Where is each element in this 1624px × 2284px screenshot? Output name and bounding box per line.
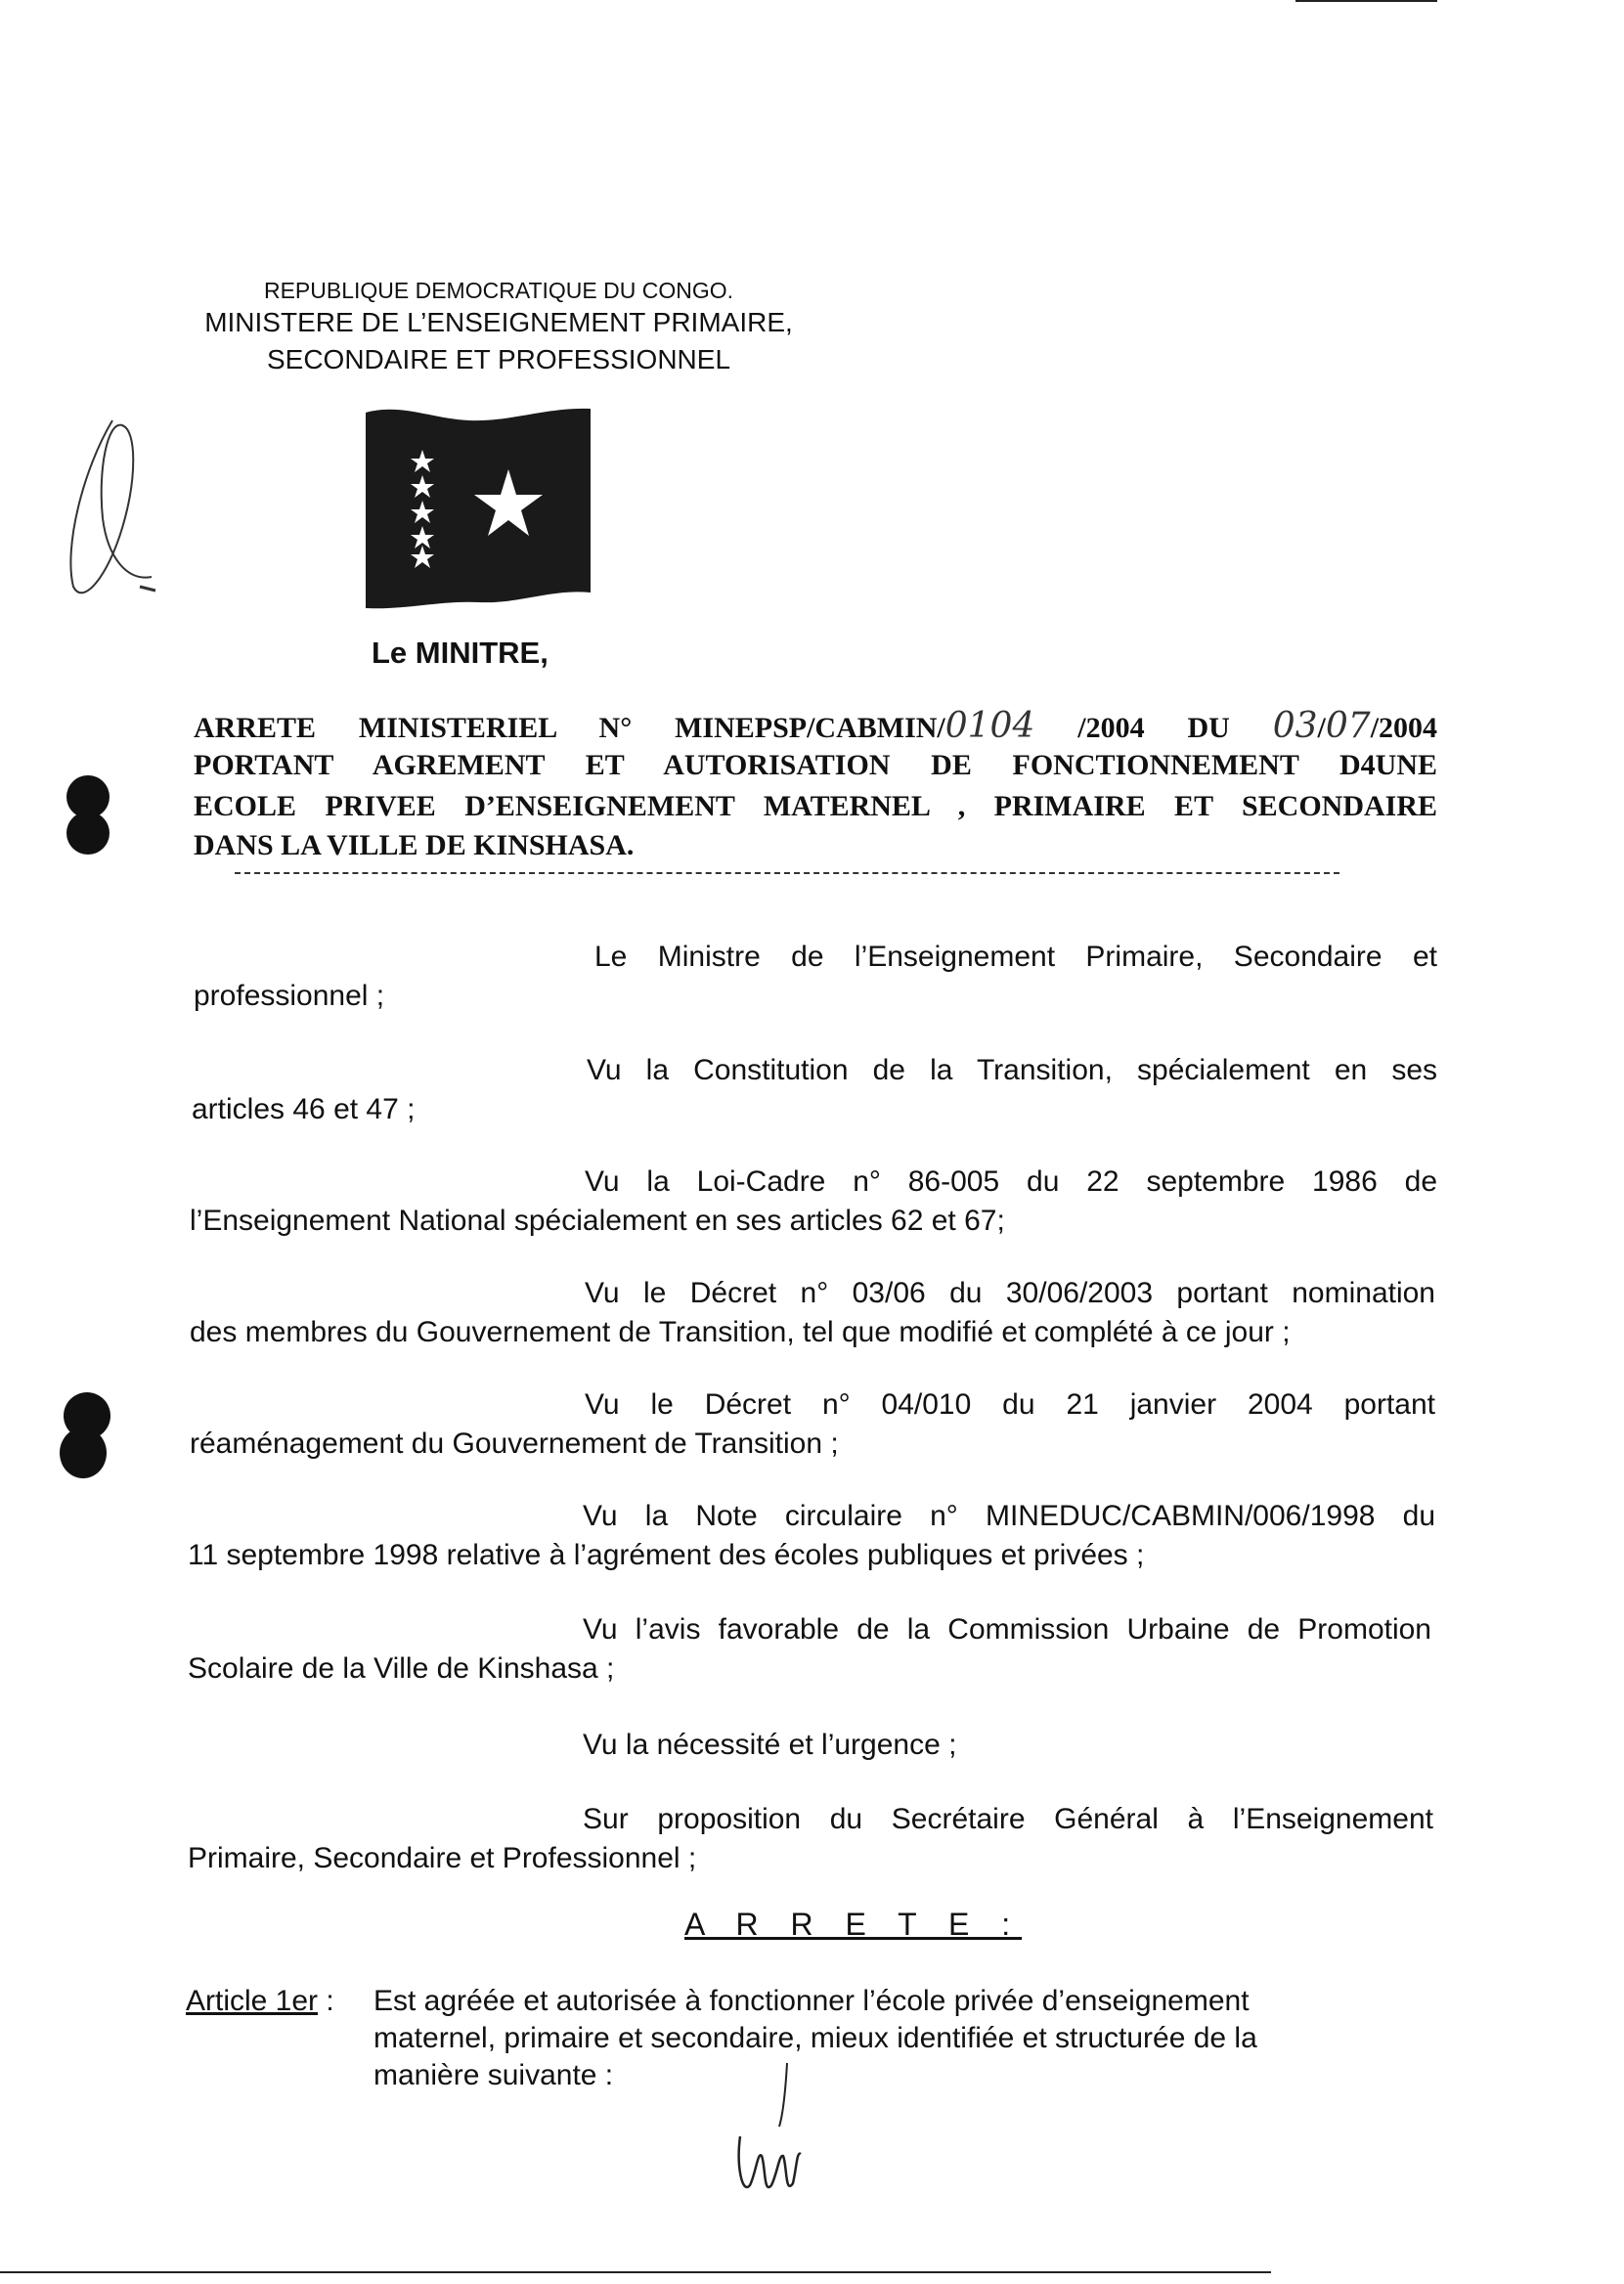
preamble-line2: l’Enseignement National spécialement en ses articles 62 et 67; <box>190 1205 1005 1237</box>
article-line3: manière suivante : <box>373 2059 614 2091</box>
header-ministry-cont: SECONDAIRE ET PROFESSIONNEL <box>266 344 731 374</box>
preamble-line1: Vu le Décret n° 04/010 du 21 janvier 2004 portant <box>585 1388 1435 1421</box>
preamble-line2: Primaire, Secondaire et Professionnel ; <box>188 1842 697 1874</box>
decree-number-handwritten: 0104 <box>944 706 1035 746</box>
preamble-line1: Vu la Constitution de la Transition, spécialement en ses <box>587 1054 1437 1086</box>
title-separator <box>235 872 1339 874</box>
preamble-line1: Vu la Loi-Cadre n° 86-005 du 22 septembre 1986 de <box>585 1165 1437 1198</box>
decision-heading: A R R E T E : <box>684 1907 1023 1942</box>
decree-date-separator: / <box>1317 712 1326 744</box>
preamble-line2: 11 septembre 1998 relative à l’agrément des écoles publiques et privées ; <box>188 1539 1145 1571</box>
binder-hole-mark-icon <box>54 1388 117 1486</box>
preamble-line2: réaménagement du Gouvernement de Transition ; <box>190 1428 839 1460</box>
top-rule <box>1295 0 1437 2</box>
header-republic: REPUBLIQUE DEMOCRATIQUE DU CONGO. <box>263 278 734 303</box>
preamble-line2: articles 46 et 47 ; <box>192 1093 416 1125</box>
preamble-line1: Vu la Note circulaire n° MINEDUC/CABMIN/006/1998 du <box>583 1500 1435 1532</box>
handwritten-mark-icon <box>54 411 161 606</box>
decree-title-line2: PORTANT AGREMENT ET AUTORISATION DE FONCTIONNEMENT D4UNE <box>194 749 1437 781</box>
preamble-line1: Vu la nécessité et l’urgence ; <box>583 1729 957 1761</box>
preamble-line1: Vu le Décret n° 03/06 du 30/06/2003 portant nomination <box>585 1277 1435 1309</box>
header-ministry: MINISTERE DE L’ENSEIGNEMENT PRIMAIRE, <box>204 307 793 337</box>
decree-title-line1 <box>194 706 1437 746</box>
decree-title-line3: ECOLE PRIVEE D’ENSEIGNEMENT MATERNEL , PRIMAIRE ET SECONDAIRE <box>194 790 1437 822</box>
minister-title: Le MINITRE, <box>372 636 549 670</box>
decree-month-handwritten: 07 <box>1325 706 1371 746</box>
article-label-suffix: : <box>318 1985 334 2017</box>
decree-date-year: /2004 <box>1370 712 1438 744</box>
decree-number-prefix: ARRETE MINISTERIEL N° MINEPSP/CABMIN/ <box>194 712 945 744</box>
preamble-line2: des membres du Gouvernement de Transition, tel que modifié et complété à ce jour ; <box>190 1316 1291 1348</box>
preamble-line1: Sur proposition du Secrétaire Général à l’Enseignement <box>583 1803 1433 1835</box>
article-line1: Est agréée et autorisée à fonctionner l’école privée d’enseignement <box>373 1985 1250 2017</box>
drc-flag-emblem-icon <box>362 401 594 622</box>
bottom-rule <box>0 2271 1271 2273</box>
decree-title-line4: DANS LA VILLE DE KINSHASA. <box>194 829 635 861</box>
article-label <box>186 1985 334 2018</box>
signature-initials-icon <box>728 2058 816 2205</box>
preamble-line1: Vu l’avis favorable de la Commission Urbaine de Promotion <box>583 1613 1431 1646</box>
article-number: Article 1er <box>186 1985 319 2017</box>
decree-year: /2004 DU <box>1077 712 1230 744</box>
preamble-line1: Le Ministre de l’Enseignement Primaire, Secondaire et <box>594 941 1437 973</box>
preamble-line2: Scolaire de la Ville de Kinshasa ; <box>188 1652 615 1685</box>
preamble-line2: professionnel ; <box>194 980 385 1012</box>
binder-hole-mark-icon <box>59 772 117 860</box>
decree-day-handwritten: 03 <box>1272 706 1318 746</box>
article-line2: maternel, primaire et secondaire, mieux identifiée et structurée de la <box>373 2022 1257 2054</box>
